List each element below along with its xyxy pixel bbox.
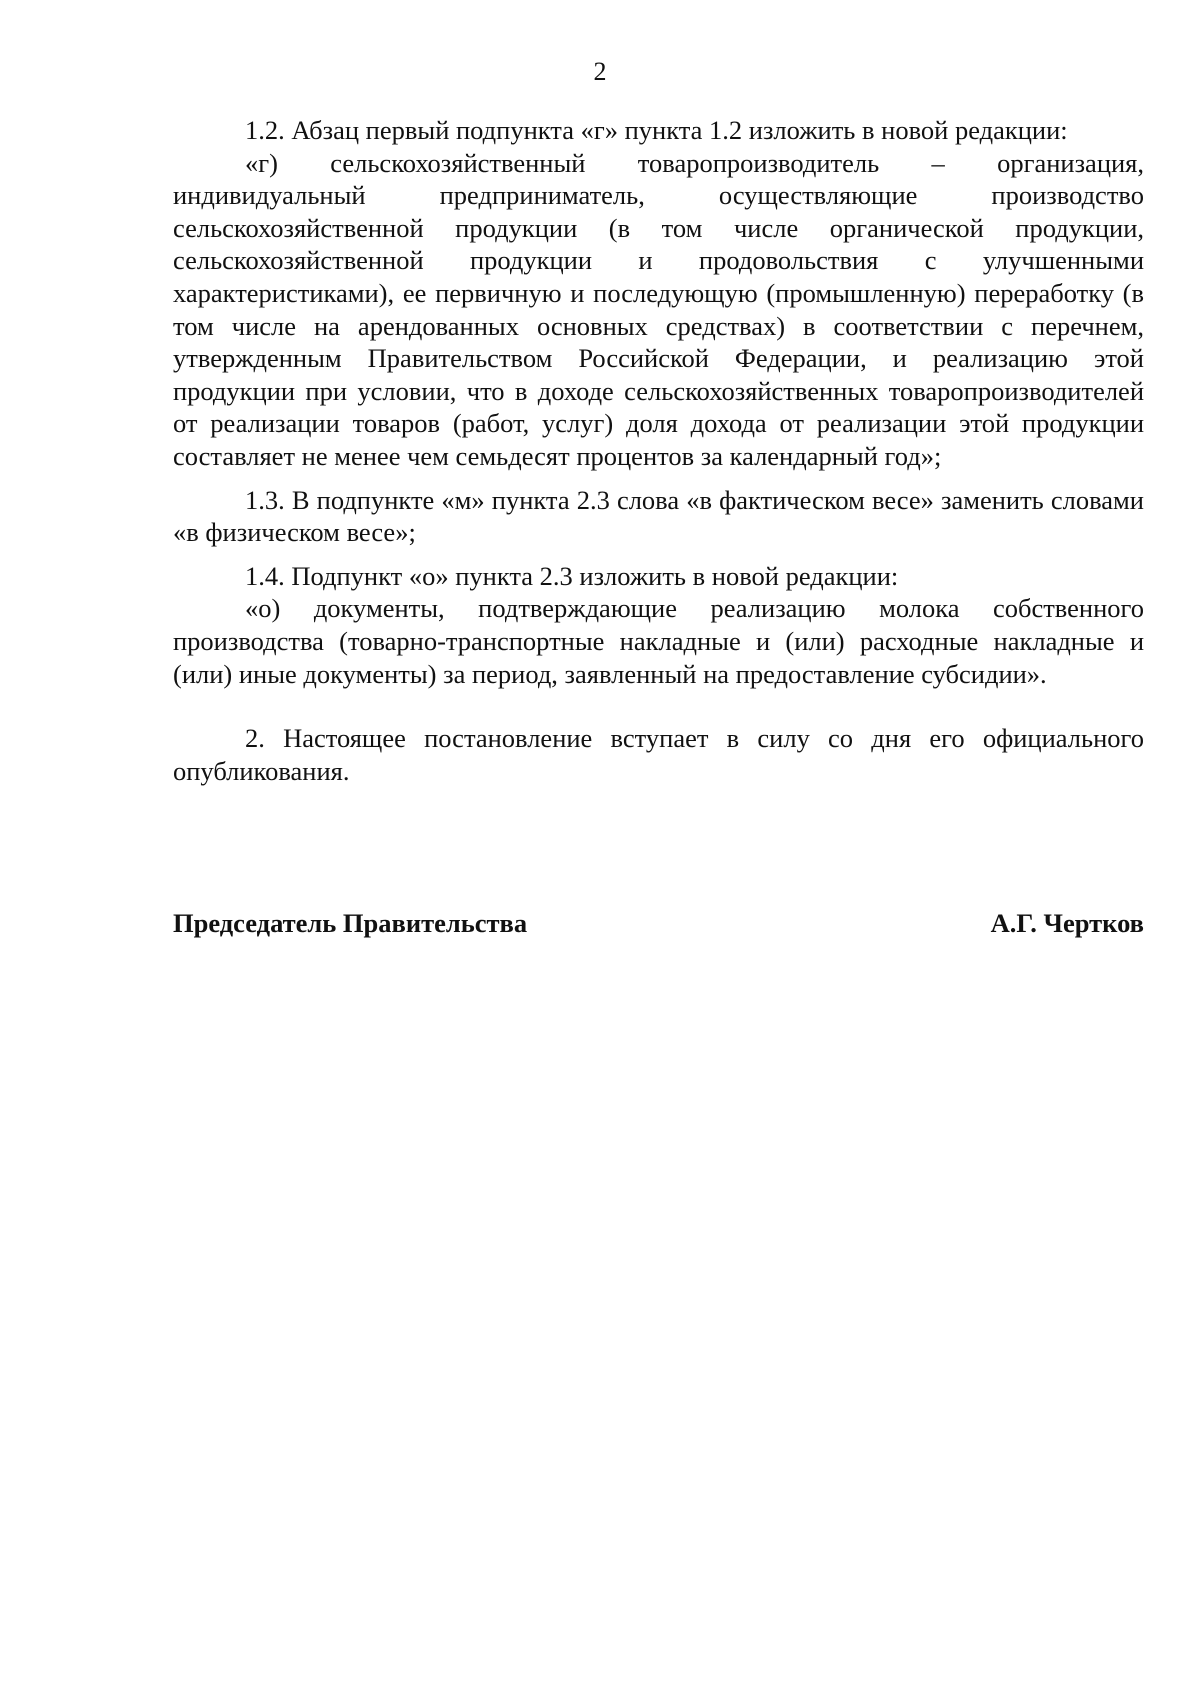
paragraph-2: 2. Настоящее постановление вступает в силу со дня его официального опубликования. xyxy=(173,723,1144,786)
paragraph-1-2: 1.2. Абзац первый подпункта «г» пункта 1.2 изложить в новой редакции: xyxy=(245,115,1068,145)
document-body xyxy=(173,114,1144,787)
paragraph-subitem-g: «г) сельскохозяйственный товаропроизводитель – организация, индивидуальный предприниматель, осуществляющие производство сельскохозяйственной продукции (в том числе органической продукции, сельскохозяйственной продукции и продовольствия с улучшенными характеристиками), ее первичную и последующую (промышленную) переработку (в том числе на арендованных основных средствах) в соответствии с перечнем, утвержденным Правительством Российской Федерации, и реализацию этой продукции при условии, что в доходе сельскохозяйственных товаропроизводителей от реализации товаров (работ, услуг) доля дохода от реализации этой продукции составляет не менее чем семьдесят процентов за календарный год»; xyxy=(173,147,1144,471)
signature-block xyxy=(173,906,1144,940)
page-number: 2 xyxy=(593,57,607,86)
paragraph-subitem-o: «о) документы, подтверждающие реализацию молока собственного производства (товарно-транспортные накладные и (или) расходные накладные и (или) иные документы) за период, заявленный на предоставление субсидии». xyxy=(173,593,1144,689)
signatory-name: А.Г. Чертков xyxy=(990,908,1144,938)
paragraph-1-3: 1.3. В подпункте «м» пункта 2.3 слова «в фактическом весе» заменить словами «в физическом весе»; xyxy=(173,484,1144,548)
paragraph-1-4: 1.4. Подпункт «о» пункта 2.3 изложить в новой редакции: xyxy=(245,560,899,591)
signatory-title: Председатель Правительства xyxy=(173,908,528,938)
